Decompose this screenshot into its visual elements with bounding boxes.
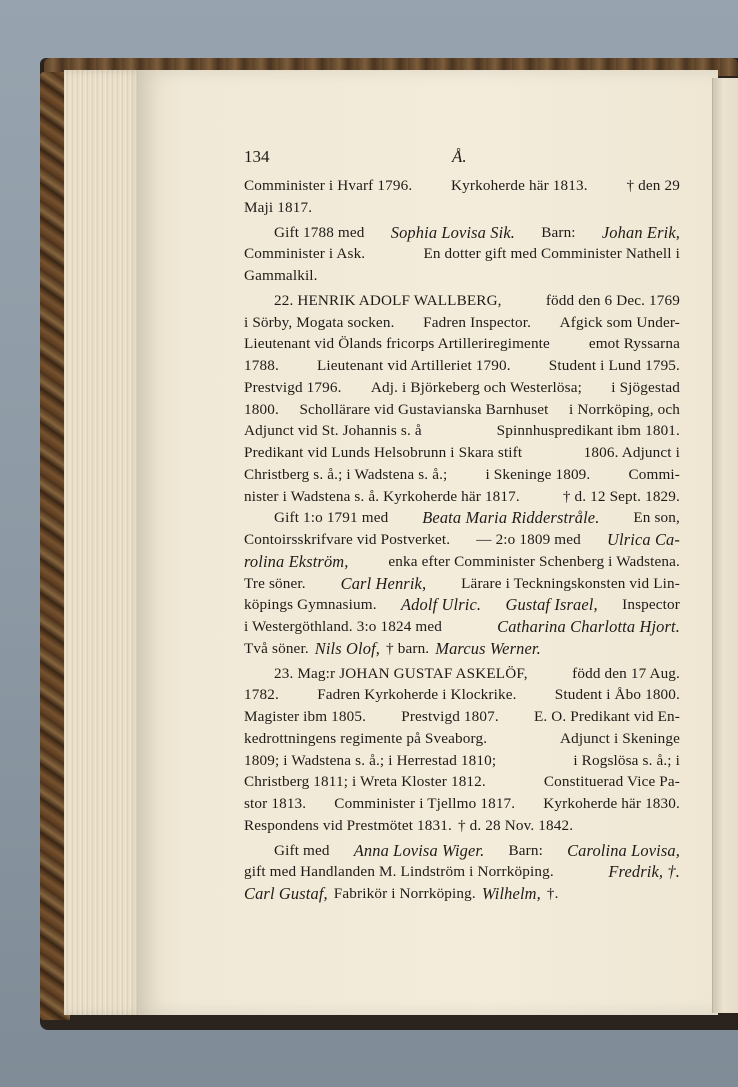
italic-name-text: Gustaf Israel,: [505, 595, 598, 615]
text-segment: köpings Gymnasium.: [244, 596, 377, 614]
text-segment: Comminister i Hvarf 1796.: [244, 177, 413, 194]
text-line: [244, 222, 680, 244]
text-segment: Constituerad Vice Pa-: [543, 773, 680, 791]
text-line: [244, 355, 680, 377]
text-segment: 1806. Adjunct i: [583, 444, 680, 461]
italic-name-text: Anna Lovisa Wiger.: [353, 840, 485, 860]
text-segment: † d. 28 Nov. 1842.: [457, 816, 574, 834]
text-segment: Comminister i Ask.: [244, 245, 366, 263]
page-header: [244, 147, 680, 173]
text-line: [244, 265, 680, 287]
text-segment: Gift 1:o 1791 med: [274, 509, 389, 527]
text-segment: Maji 1817.: [244, 198, 313, 216]
text-segment: 1782.: [244, 686, 279, 704]
italic-name-text: Fredrik, †.: [608, 862, 680, 882]
text-segment: † den 29: [626, 177, 680, 194]
text-line: [244, 507, 680, 529]
text-segment: Student i Åbo 1800.: [554, 686, 680, 704]
text-segment: Kyrkoherde här 1830.: [543, 795, 680, 812]
text-line: [244, 815, 680, 837]
text-segment: Kyrkoherde här 1813.: [451, 177, 588, 194]
text-line: [244, 706, 680, 728]
text-segment: nister i Wadstena s. å. Kyrkoherde här 1817.: [244, 487, 520, 505]
italic-name-text: Nils Olof,: [314, 638, 381, 658]
text-segment: Contoirsskrifvare vid Postverket.: [244, 531, 451, 548]
text-segment: Christberg 1811; i Wreta Kloster 1812.: [244, 773, 486, 791]
text-line: [244, 684, 680, 706]
italic-name-text: Carolina Lovisa,: [567, 840, 680, 860]
text-line: [244, 883, 680, 905]
italic-name-text: Johan Erik,: [601, 222, 680, 242]
italic-name-text: Carl Henrik,: [340, 573, 427, 593]
text-segment: Lieutenant vid Ölands fricorps Artilleriregimente: [244, 335, 550, 353]
text-line: [244, 420, 680, 442]
text-segment: kedrottningens regimente på Sveaborg.: [244, 729, 488, 747]
italic-name-text: Ulrica Ca-: [607, 530, 680, 549]
text-segment: 22. HENRIK ADOLF WALLBERG,: [274, 291, 502, 309]
text-segment: Magister ibm 1805.: [244, 708, 367, 725]
page-number: 134: [244, 147, 270, 166]
text-segment: 1788.: [244, 357, 279, 374]
text-segment: 23. Mag:r JOHAN GUSTAF ASKELÖF,: [274, 664, 528, 682]
text-segment: Lieutenant vid Artilleriet 1790.: [316, 357, 511, 374]
text-line: [244, 771, 680, 793]
italic-name-text: Catharina Charlotta Hjort.: [497, 617, 680, 636]
text-line: [244, 377, 680, 399]
italic-name-text: Marcus Werner.: [435, 638, 541, 658]
italic-name-text: Wilhelm,: [481, 884, 541, 903]
text-segment: Två söner.: [244, 639, 309, 657]
running-head: Å.: [452, 147, 467, 166]
text-segment: född den 17 Aug.: [572, 664, 680, 682]
text-line: [244, 243, 680, 265]
text-line: [244, 442, 680, 464]
text-line: [244, 728, 680, 750]
text-segment: Afgick som Under-: [559, 313, 680, 331]
text-segment: Schollärare vid Gustavianska Barnhuset: [299, 400, 549, 418]
text-segment: Tre söner.: [244, 574, 306, 592]
text-line: [244, 861, 680, 883]
text-segment: emot Ryssarna: [588, 335, 680, 353]
text-segment: Fadren Kyrkoherde i Klockrike.: [317, 686, 517, 704]
text-line: [244, 840, 680, 862]
text-segment: i Rogslösa s. å.; i: [573, 751, 680, 769]
text-segment: Prestvigd 1796.: [244, 378, 342, 396]
text-segment: i Skeninge 1809.: [485, 465, 591, 483]
text-segment: Predikant vid Lunds Helsobrunn i Skara stift: [244, 444, 523, 461]
text-segment: Comminister i Tjellmo 1817.: [334, 795, 516, 812]
text-segment: — 2:o 1809 med: [476, 531, 581, 548]
text-segment: Spinnhuspredikant ibm 1801.: [496, 422, 680, 440]
text-segment: Respondens vid Prestmötet 1831.: [244, 816, 452, 834]
text-segment: stor 1813.: [244, 795, 307, 812]
text-line: [244, 594, 680, 616]
text-segment: i Sörby, Mogata socken.: [244, 313, 395, 331]
text-line: [244, 616, 680, 638]
text-segment: En dotter gift med Comminister Nathell i: [423, 245, 680, 263]
text-segment: Adj. i Björkeberg och Westerlösa;: [370, 378, 582, 396]
text-segment: i Norrköping, och: [569, 400, 680, 418]
text-line: [244, 663, 680, 685]
text-segment: Gift 1788 med: [274, 223, 365, 241]
text-line: [244, 486, 680, 508]
italic-name-text: rolina Ekström,: [244, 551, 349, 571]
text-segment: Inspector: [622, 596, 680, 614]
text-segment: † barn.: [386, 639, 430, 657]
text-segment: Prestvigd 1807.: [401, 708, 499, 725]
text-segment: E. O. Predikant vid En-: [533, 708, 680, 725]
text-segment: i Sjögestad: [611, 378, 680, 396]
text-line: [244, 175, 680, 197]
text-line: [244, 399, 680, 421]
page-edges: [64, 70, 144, 1015]
text-segment: född den 6 Dec. 1769: [545, 291, 680, 309]
italic-name-text: Beata Maria Ridderstråle.: [422, 508, 600, 528]
text-segment: 1809; i Wadstena s. å.; i Herrestad 1810;: [244, 751, 497, 769]
text-line: [244, 793, 680, 815]
text-segment: enka efter Comminister Schenberg i Wadstena.: [388, 552, 680, 570]
text-line: [244, 197, 680, 219]
text-line: [244, 750, 680, 772]
body-text: [244, 175, 680, 905]
italic-name-text: Carl Gustaf,: [244, 884, 328, 903]
text-line: [244, 290, 680, 312]
text-line: [244, 333, 680, 355]
text-segment: Adjunct vid St. Johannis s. å: [244, 422, 422, 440]
italic-name-text: Sophia Lovisa Sik.: [390, 222, 515, 242]
text-segment: Adjunct i Skeninge: [560, 729, 680, 747]
text-segment: En son,: [633, 509, 680, 527]
text-segment: 1800.: [244, 400, 279, 418]
text-segment: Fabrikör i Norrköping.: [333, 885, 476, 902]
text-segment: Gift med: [274, 841, 330, 859]
text-line: [244, 638, 680, 660]
text-segment: i Westergöthland. 3:o 1824 med: [244, 618, 443, 635]
text-line: [244, 312, 680, 334]
text-segment: Lärare i Teckningskonsten vid Lin-: [461, 574, 680, 592]
text-line: [244, 551, 680, 573]
italic-name-text: Adolf Ulric.: [401, 595, 482, 615]
facing-page-edge: [712, 78, 738, 1013]
text-segment: †.: [546, 885, 559, 902]
text-line: [244, 573, 680, 595]
text-segment: Barn:: [508, 841, 543, 859]
text-segment: Gammalkil.: [244, 267, 318, 284]
text-segment: gift med Handlanden M. Lindström i Norrköping.: [244, 863, 554, 881]
text-line: [244, 464, 680, 486]
text-segment: † d. 12 Sept. 1829.: [562, 487, 680, 505]
text-segment: Student i Lund 1795.: [548, 357, 680, 374]
text-line: [244, 529, 680, 551]
text-segment: Fadren Inspector.: [423, 313, 532, 331]
text-segment: Barn:: [541, 223, 576, 241]
text-segment: Commi-: [628, 465, 680, 483]
text-segment: Christberg s. å.; i Wadstena s. å.;: [244, 465, 448, 483]
